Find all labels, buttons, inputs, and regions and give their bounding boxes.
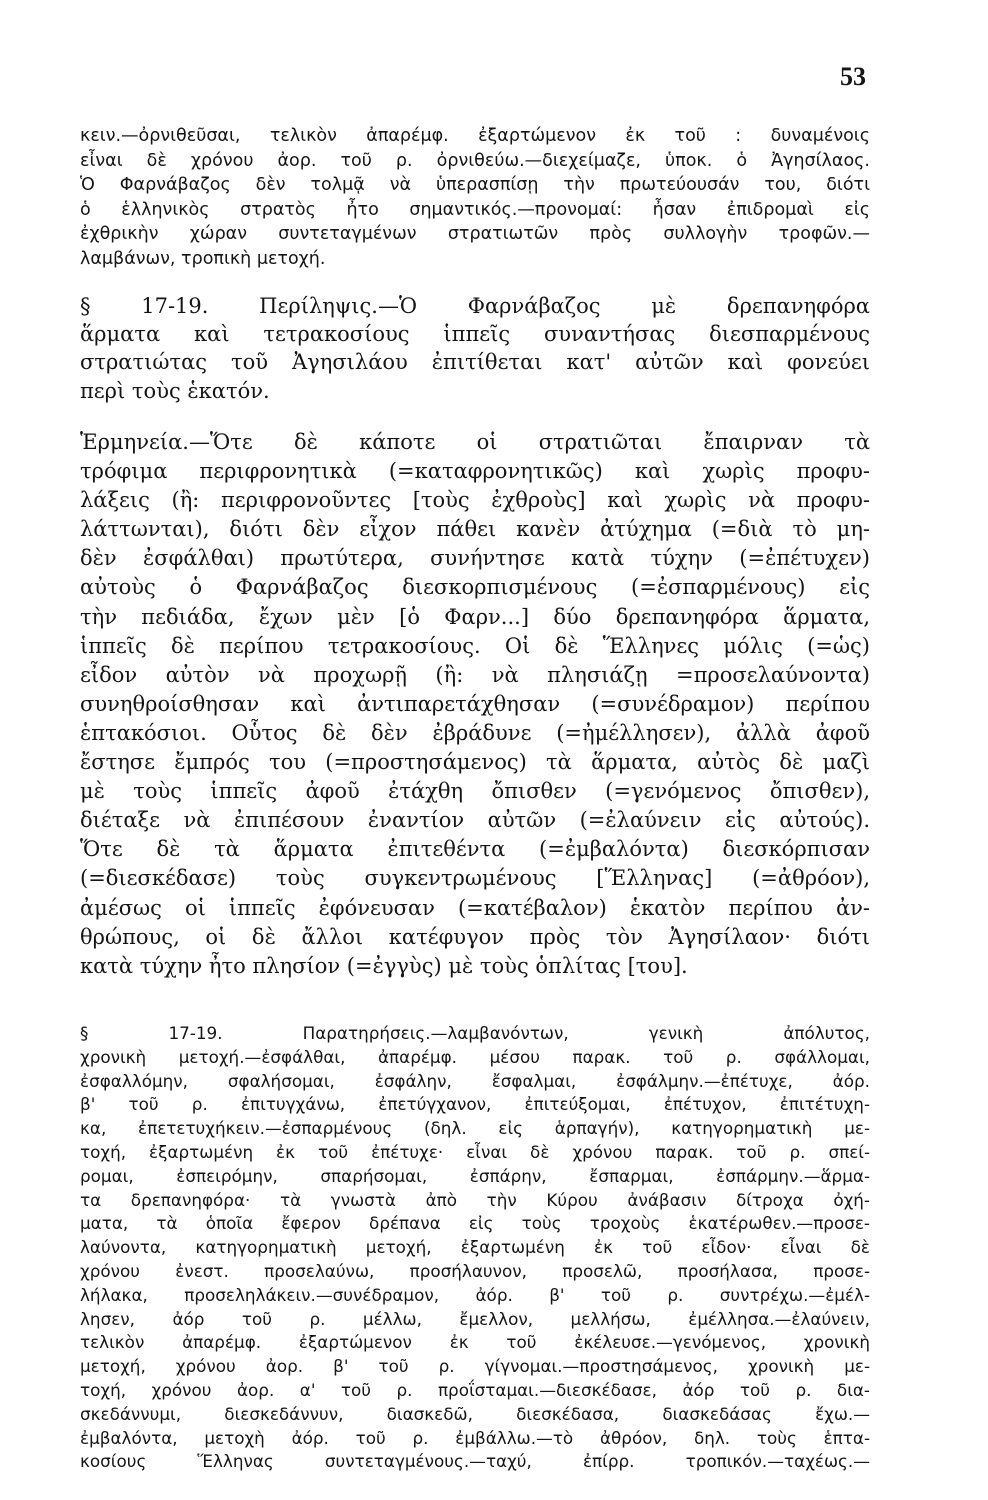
notes-top-line: ὁ ἑλληνικὸς στρατὸς ἦτο σημαντικός.—προνομαί: ἦσαν ἐπιδρομαὶ εἰς: [80, 199, 870, 220]
page-number: 53: [840, 62, 866, 91]
interpretation-line: ἔστησε ἔμπρός του (=προστησάμενος) τὰ ἅρματα, αὐτὸς δὲ μαζὶ: [80, 750, 870, 775]
interpretation-block: [80, 428, 870, 981]
summary-line: ἅρματα καὶ τετρακοσίους ἱππεῖς συναντήσας διεσπαρμένους: [80, 322, 870, 347]
summary-line: περὶ τοὺς ἑκατόν.: [80, 378, 270, 403]
notes-top-line: λαμβάνων, τροπικὴ μετοχή.: [80, 248, 326, 269]
notes-bottom-line: τελικὸν ἀπαρέμφ. ἐξαρτώμενον ἐκ τοῦ ἐκέλευσε.—γενόμενος, χρονικὴ: [80, 1332, 870, 1353]
summary-line: § 17-19. Περίληψις.—Ὁ Φαρνάβαζος μὲ δρεπανηφόρα: [80, 294, 870, 318]
interpretation-line: δὲν ἐσφάλθαι) πρωτύτερα, συνήντησε κατὰ τύχην (=ἐπέτυχεν): [80, 546, 870, 571]
notes-bottom-line: λήλακα, προσεληλάκειν.—συνέδραμον, ἀόρ. β' τοῦ ρ. συντρέχω.—ἐμέλ-: [80, 1284, 870, 1305]
notes-bottom-line: λησεν, ἀόρ τοῦ ρ. μέλλω, ἔμελλον, μελλήσω, ἐμέλλησα.—ἐλαύνειν,: [80, 1308, 870, 1329]
interpretation-line: συνηθροίσθησαν καὶ ἀντιπαρετάχθησαν (=συνέδραμον) περίπου: [80, 691, 870, 716]
interpretation-line: Ἑρμηνεία.—Ὅτε δὲ κάποτε οἱ στρατιῶται ἔπαιρναν τὰ: [80, 430, 870, 454]
interpretation-line: (=διεσκέδασε) τοὺς συγκεντρωμένους [Ἕλληνας] (=ἀθρόον),: [80, 866, 870, 891]
notes-bottom-line: τοχή, ἐξαρτωμένη ἐκ τοῦ ἐπέτυχε· εἶναι δὲ χρόνου παρακ. τοῦ ρ. σπεί-: [80, 1141, 870, 1162]
notes-bottom-line: λαύνοντα, κατηγορηματικὴ μετοχή, ἐξαρτωμένη ἐκ τοῦ εἶδον· εἶναι δὲ: [80, 1237, 870, 1258]
interpretation-line: Ὅτε δὲ τὰ ἅρματα ἐπιτεθέντα (=ἐμβαλόντα) διεσκόρπισαν: [80, 837, 870, 862]
notes-bottom-line: ἐσφαλλόμην, σφαλήσομαι, ἐσφάλην, ἔσφαλμαι, ἐσφάλμην.—ἐπέτυχε, ἀόρ.: [80, 1070, 870, 1091]
interpretation-line: ἑπτακόσιοι. Οὗτος δὲ δὲν ἐβράδυνε (=ἠμέλλησεν), ἀλλὰ ἀφοῦ: [80, 720, 870, 745]
notes-bottom-line: τα δρεπανηφόρα· τὰ γνωστὰ ἀπὸ τὴν Κύρου ἀνάβασιν δίτροχα ὀχή-: [80, 1189, 870, 1210]
interpretation-line: θρώπους, οἱ δὲ ἄλλοι κατέφυγον πρὸς τὸν Ἀγησίλαον· διότι: [80, 924, 870, 949]
interpretation-line: τὴν πεδιάδα, ἔχων μὲν [ὁ Φαρν...] δύο δρεπανηφόρα ἅρματα,: [80, 604, 870, 629]
interpretation-line: λάττωνται), διότι δὲν εἶχον πάθει κανὲν ἀτύχημα (=διὰ τὸ μη-: [80, 517, 870, 542]
notes-top-line: εἶναι δὲ χρόνου ἀορ. τοῦ ρ. ὀρνιθεύω.—διεχείμαζε, ὑποκ. ὁ Ἀγησίλαος.: [80, 150, 870, 171]
notes-bottom-line: τοχή, χρόνου ἀορ. α' τοῦ ρ. προΐσταμαι.—διεσκέδασε, ἀόρ τοῦ ρ. δια-: [80, 1379, 870, 1400]
notes-bottom-block: [80, 1022, 870, 1474]
interpretation-line: εἶδον αὐτὸν νὰ προχωρῇ (ἢ: νὰ πλησιάζῃ =προσελαύνοντα): [80, 662, 870, 687]
notes-bottom-line: μετοχή, χρόνου ἀορ. β' τοῦ ρ. γίγνομαι.—προστησάμενος, χρονικὴ με-: [80, 1356, 870, 1377]
notes-bottom-line: κοσίους Ἕλληνας συντεταγμένους.—ταχύ, ἐπίρρ. τροπικόν.—ταχέως.—: [80, 1451, 870, 1472]
notes-top-block: [80, 124, 870, 272]
interpretation-line: διέταξε νὰ ἐπιπέσουν ἐναντίον αὐτῶν (=ἐλαύνειν εἰς αὐτούς).: [80, 808, 870, 833]
notes-bottom-line: σκεδάννυμι, διεσκεδάννυν, διασκεδῶ, διεσκέδασα, διασκεδάσας ἔχω.—: [80, 1403, 870, 1424]
interpretation-line: ἱππεῖς δὲ περίπου τετρακοσίους. Οἱ δὲ Ἕλληνες μόλις (=ὡς): [80, 633, 870, 658]
notes-bottom-line: κα, ἐπετετυχήκειν.—ἐσπαρμένους (δηλ. εἰς ἁρπαγήν), κατηγορηματικὴ με-: [80, 1118, 870, 1139]
interpretation-line: μὲ τοὺς ἱππεῖς ἀφοῦ ἐτάχθη ὄπισθεν (=γενόμενος ὄπισθεν),: [80, 779, 870, 804]
notes-bottom-line: χρόνου ἐνεστ. προσελαύνω, προσήλαυνον, προσελῶ, προσήλασα, προσε-: [80, 1260, 870, 1281]
notes-top-line: κειν.—ὀρνιθεῦσαι, τελικὸν ἀπαρέμφ. ἐξαρτώμενον ἐκ τοῦ : δυναμένοις: [80, 126, 870, 146]
interpretation-line: λάξεις (ἢ: περιφρονοῦντες [τοὺς ἐχθροὺς] καὶ χωρὶς νὰ προφυ-: [80, 488, 870, 513]
interpretation-line: αὐτοὺς ὁ Φαρνάβαζος διεσκορπισμένους (=ἐσπαρμένους) εἰς: [80, 575, 870, 600]
summary-line: στρατιώτας τοῦ Ἀγησιλάου ἐπιτίθεται κατ' αὐτῶν καὶ φονεύει: [80, 350, 870, 375]
notes-bottom-line: § 17-19. Παρατηρήσεις.—λαμβανόντων, γενικὴ ἀπόλυτος,: [80, 1023, 870, 1043]
notes-bottom-line: ρομαι, ἐσπειρόμην, σπαρήσομαι, ἐσπάρην, ἔσπαρμαι, ἐσπάρμην.—ἅρμα-: [80, 1165, 870, 1186]
notes-top-line: Ὁ Φαρνάβαζος δὲν τολμᾷ νὰ ὑπερασπίσῃ τὴν πρωτεύουσάν του, διότι: [80, 175, 870, 196]
notes-bottom-line: β' τοῦ ρ. ἐπιτυγχάνω, ἐπετύγχανον, ἐπιτεύξομαι, ἐπέτυχον, ἐπιτέτυχη-: [80, 1094, 870, 1115]
summary-block: [80, 292, 870, 405]
notes-top-line: ἐχθρικὴν χώραν συντεταγμένων στρατιωτῶν πρὸς συλλογὴν τροφῶν.—: [80, 224, 870, 245]
notes-bottom-line: ματα, τὰ ὁποῖα ἔφερον δρέπανα εἰς τοὺς τροχοὺς ἑκατέρωθεν.—προσε-: [80, 1213, 870, 1234]
notes-bottom-line: χρονικὴ μετοχή.—ἐσφάλθαι, ἀπαρέμφ. μέσου παρακ. τοῦ ρ. σφάλλομαι,: [80, 1046, 870, 1067]
interpretation-line: τρόφιμα περιφρονητικὰ (=καταφρονητικῶς) καὶ χωρὶς προφυ-: [80, 459, 870, 484]
interpretation-line: κατὰ τύχην ἦτο πλησίον (=ἐγγὺς) μὲ τοὺς ὁπλίτας [του].: [80, 953, 688, 978]
interpretation-line: ἀμέσως οἱ ἱππεῖς ἐφόνευσαν (=κατέβαλον) ἑκατὸν περίπου ἀν-: [80, 895, 870, 920]
notes-bottom-line: ἐμβαλόντα, μετοχὴ ἀόρ. τοῦ ρ. ἐμβάλλω.—τὸ ἀθρόον, δηλ. τοὺς ἑπτα-: [80, 1427, 870, 1448]
